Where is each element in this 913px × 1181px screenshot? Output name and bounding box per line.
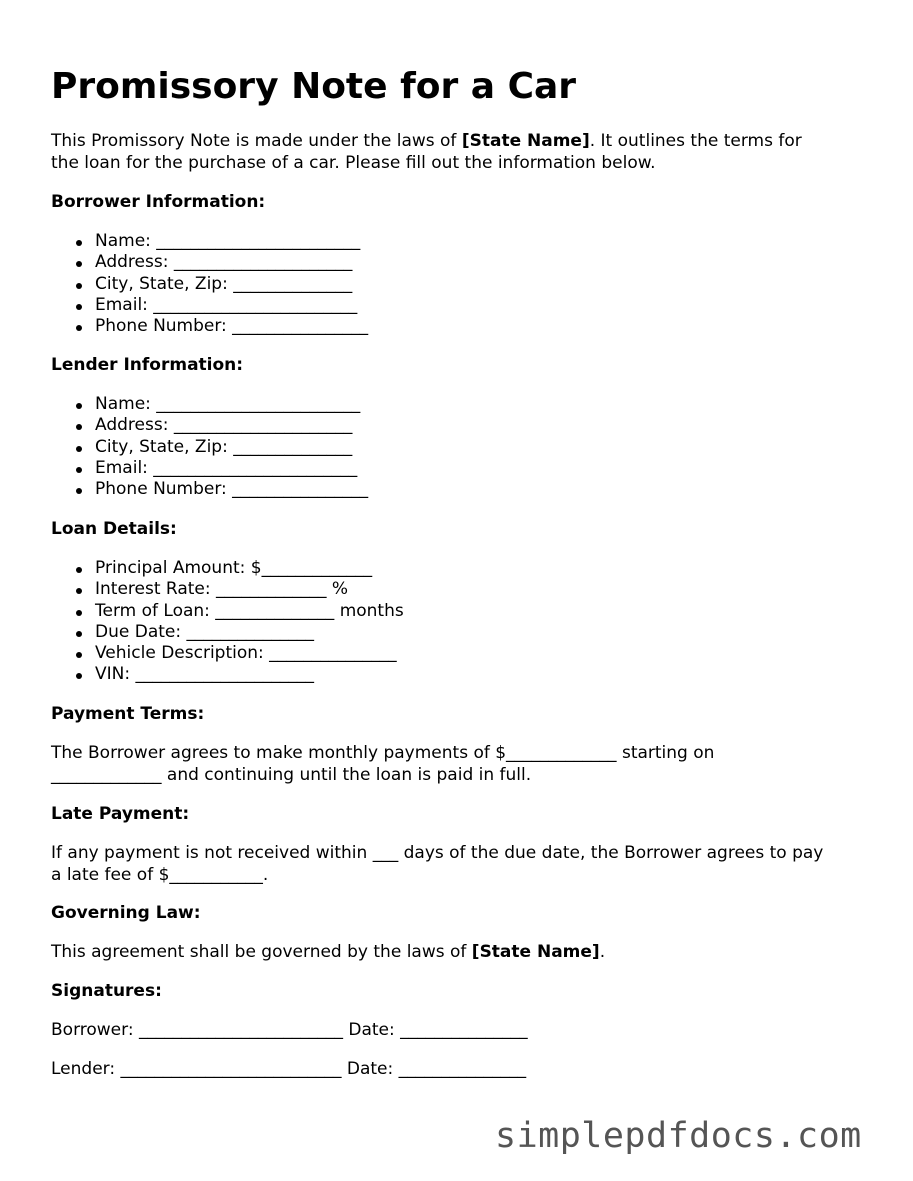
borrower-address-field[interactable]: Address: _____________________ bbox=[51, 252, 368, 273]
lender-email-field[interactable]: Email: ________________________ bbox=[51, 458, 368, 479]
governing-law-state-name: [State Name] bbox=[471, 942, 600, 962]
intro-text-pre: This Promissory Note is made under the laws of bbox=[51, 131, 462, 151]
intro-state-name: [State Name] bbox=[461, 131, 590, 151]
term-of-loan-field[interactable]: Term of Loan: ______________ months bbox=[51, 601, 404, 622]
lender-name-field[interactable]: Name: ________________________ bbox=[51, 394, 368, 415]
late-payment-line-2[interactable]: a late fee of $___________. bbox=[51, 865, 269, 885]
intro-line-1 bbox=[51, 131, 802, 153]
lender-phone-field[interactable]: Phone Number: ________________ bbox=[51, 479, 368, 500]
governing-law-heading: Governing Law: bbox=[51, 903, 201, 923]
late-payment-heading: Late Payment: bbox=[51, 804, 190, 824]
intro-line-2: the loan for the purchase of a car. Please fill out the information below. bbox=[51, 153, 656, 173]
borrower-signature-line[interactable]: Borrower: ________________________ Date: _______________ bbox=[51, 1020, 528, 1040]
intro-text-post: . It outlines the terms for bbox=[589, 131, 802, 151]
lender-fields bbox=[51, 394, 368, 500]
lender-city-state-zip-field[interactable]: City, State, Zip: ______________ bbox=[51, 437, 368, 458]
borrower-phone-field[interactable]: Phone Number: ________________ bbox=[51, 316, 368, 337]
governing-law-pre: This agreement shall be governed by the laws of bbox=[51, 942, 472, 962]
borrower-fields bbox=[51, 231, 368, 337]
due-date-field[interactable]: Due Date: _______________ bbox=[51, 622, 404, 643]
principal-amount-field[interactable]: Principal Amount: $_____________ bbox=[51, 558, 404, 579]
payment-terms-line-1[interactable]: The Borrower agrees to make monthly payments of $_____________ starting on bbox=[51, 743, 715, 763]
payment-terms-line-2[interactable]: _____________ and continuing until the loan is paid in full. bbox=[51, 765, 532, 785]
borrower-email-field[interactable]: Email: ________________________ bbox=[51, 295, 368, 316]
lender-heading: Lender Information: bbox=[51, 355, 244, 375]
loan-fields bbox=[51, 558, 404, 686]
interest-rate-field[interactable]: Interest Rate: _____________ % bbox=[51, 579, 404, 600]
lender-signature-line[interactable]: Lender: __________________________ Date: _______________ bbox=[51, 1059, 527, 1079]
borrower-name-field[interactable]: Name: ________________________ bbox=[51, 231, 368, 252]
governing-law-post: . bbox=[599, 942, 606, 962]
signatures-heading: Signatures: bbox=[51, 981, 162, 1001]
late-payment-line-1[interactable]: If any payment is not received within ___ days of the due date, the Borrower agrees to pay bbox=[51, 843, 824, 863]
loan-details-heading: Loan Details: bbox=[51, 519, 177, 539]
vin-field[interactable]: VIN: _____________________ bbox=[51, 664, 404, 685]
lender-address-field[interactable]: Address: _____________________ bbox=[51, 415, 368, 436]
vehicle-description-field[interactable]: Vehicle Description: _______________ bbox=[51, 643, 404, 664]
document-title: Promissory Note for a Car bbox=[51, 66, 577, 107]
watermark: simplepdfdocs.com bbox=[495, 1116, 862, 1156]
governing-law-text bbox=[51, 942, 605, 964]
borrower-city-state-zip-field[interactable]: City, State, Zip: ______________ bbox=[51, 274, 368, 295]
borrower-heading: Borrower Information: bbox=[51, 192, 266, 212]
payment-terms-heading: Payment Terms: bbox=[51, 704, 205, 724]
